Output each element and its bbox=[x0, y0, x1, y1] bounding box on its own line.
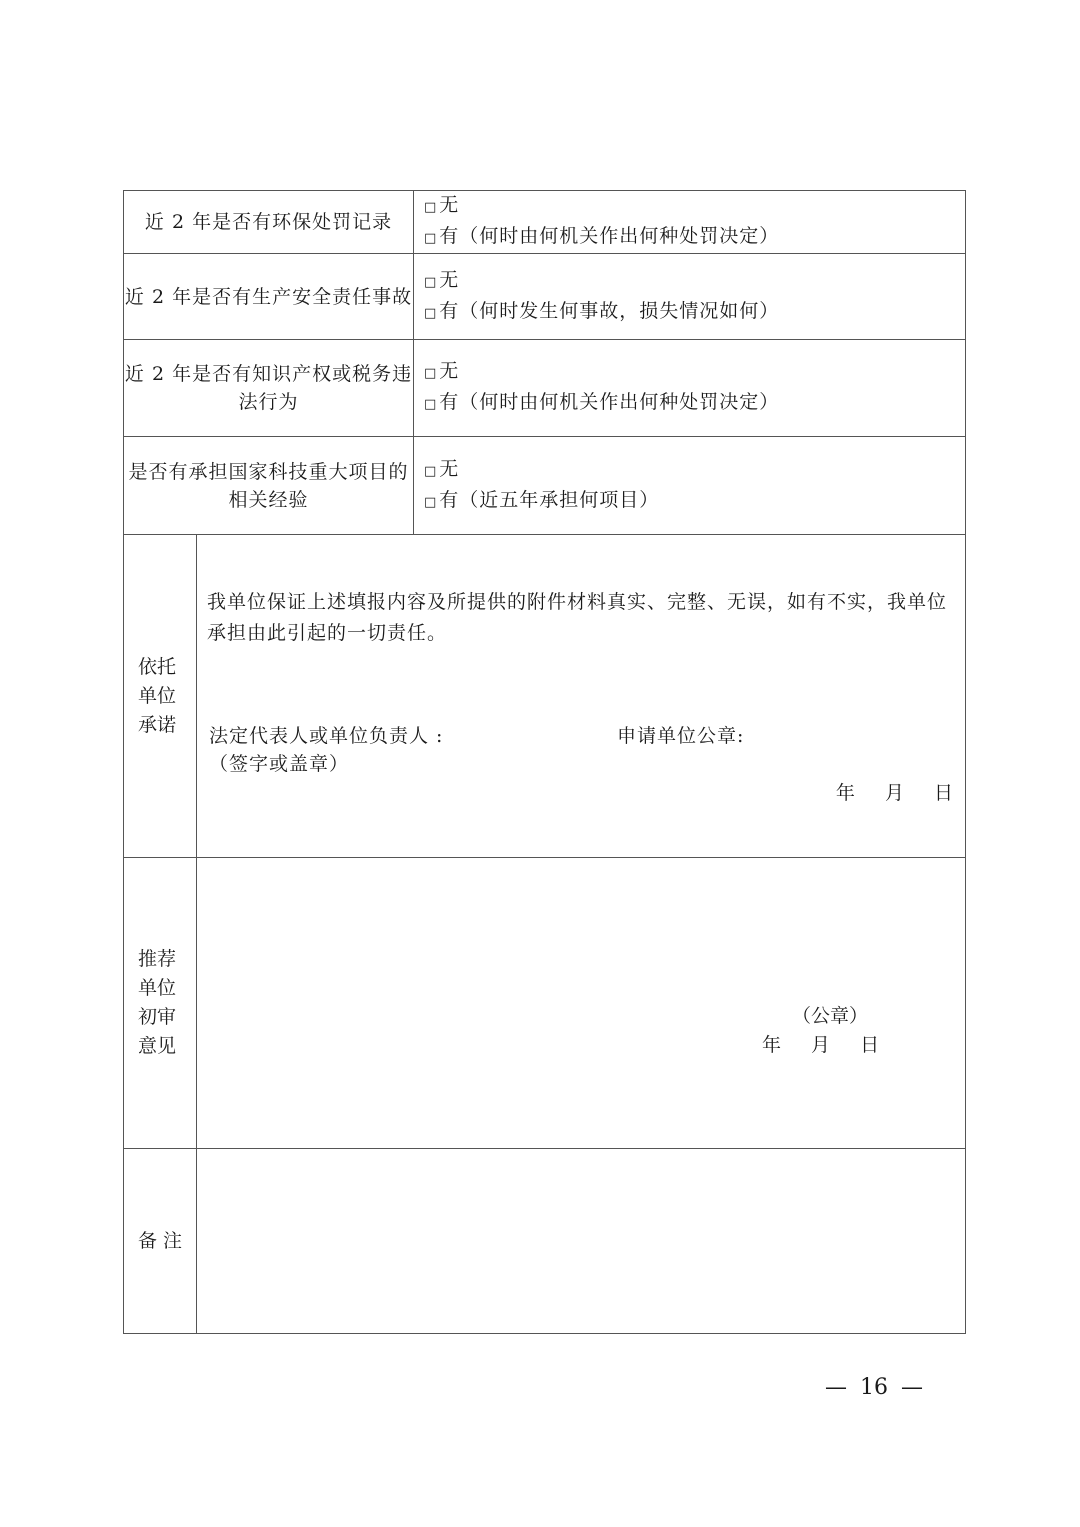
official-seal-note: （公章） bbox=[792, 1005, 869, 1027]
applicant-seal-label: 申请单位公章: bbox=[617, 725, 745, 747]
table-row bbox=[124, 1149, 966, 1334]
table-row bbox=[124, 254, 966, 340]
table-row bbox=[124, 858, 966, 1149]
option-yes[interactable]: □ 有（何时发生何事故，损失情况如何） bbox=[424, 299, 780, 322]
commitment-label: 依托单位承诺 bbox=[138, 655, 177, 736]
option-yes[interactable]: □ 有（何时由何机关作出何种处罚决定） bbox=[424, 391, 780, 413]
checkbox-icon[interactable]: □ bbox=[424, 200, 438, 215]
options-safety-accident bbox=[414, 254, 966, 340]
checkbox-icon[interactable]: □ bbox=[424, 494, 438, 510]
options-ip-tax-violation bbox=[414, 340, 966, 437]
checkbox-icon[interactable]: □ bbox=[424, 463, 438, 479]
review-label-cell bbox=[124, 858, 197, 1149]
option-yes[interactable]: □ 有（近五年承担何项目） bbox=[424, 488, 660, 511]
table-row bbox=[124, 437, 966, 535]
table-row bbox=[124, 535, 966, 858]
checkbox-icon[interactable]: □ bbox=[424, 397, 438, 412]
legal-representative-label: 法定代表人或单位负责人 : bbox=[209, 725, 444, 747]
commitment-statement: 我单位保证上述填报内容及所提供的附件材料真实、完整、无误，如有不实，我单位承担由此引起的一切责任。 bbox=[207, 591, 948, 644]
options-env-penalty bbox=[414, 191, 966, 254]
checkbox-icon[interactable]: □ bbox=[424, 274, 438, 290]
table-row bbox=[124, 191, 966, 254]
option-none[interactable]: □ 无 bbox=[424, 457, 460, 480]
review-date: 年 月 日 bbox=[762, 1034, 880, 1056]
option-yes[interactable]: □ 有（何时由何机关作出何种处罚决定） bbox=[424, 225, 780, 247]
remarks-label: 备 注 bbox=[137, 1229, 183, 1252]
commitment-date: 年 月 日 bbox=[835, 782, 953, 804]
application-form-table bbox=[123, 190, 966, 1334]
checkbox-icon[interactable]: □ bbox=[424, 305, 438, 321]
checkbox-icon[interactable]: □ bbox=[424, 231, 438, 246]
option-none[interactable]: □ 无 bbox=[424, 268, 460, 291]
page-number: — 16 — bbox=[825, 1375, 923, 1400]
review-label: 推荐单位初审意见 bbox=[138, 948, 177, 1057]
commitment-label-cell bbox=[124, 535, 197, 858]
options-major-project-experience bbox=[414, 437, 966, 535]
row-label-env-penalty: 近 2 年是否有环保处罚记录 bbox=[124, 191, 414, 254]
table-row bbox=[124, 340, 966, 437]
remarks-label-cell bbox=[124, 1149, 197, 1334]
option-none[interactable]: □ 无 bbox=[424, 360, 460, 382]
checkbox-icon[interactable]: □ bbox=[424, 366, 438, 381]
row-label-major-project-experience: 是否有承担国家科技重大项目的相关经验 bbox=[124, 437, 414, 535]
remarks-content[interactable] bbox=[197, 1149, 966, 1334]
review-content[interactable] bbox=[197, 858, 966, 1149]
commitment-content[interactable] bbox=[197, 535, 966, 858]
row-label-safety-accident: 近 2 年是否有生产安全责任事故 bbox=[124, 254, 414, 340]
signature-note: （签字或盖章） bbox=[209, 753, 350, 775]
row-label-ip-tax-violation: 近 2 年是否有知识产权或税务违法行为 bbox=[124, 340, 414, 437]
option-none[interactable]: □ 无 bbox=[424, 194, 460, 216]
